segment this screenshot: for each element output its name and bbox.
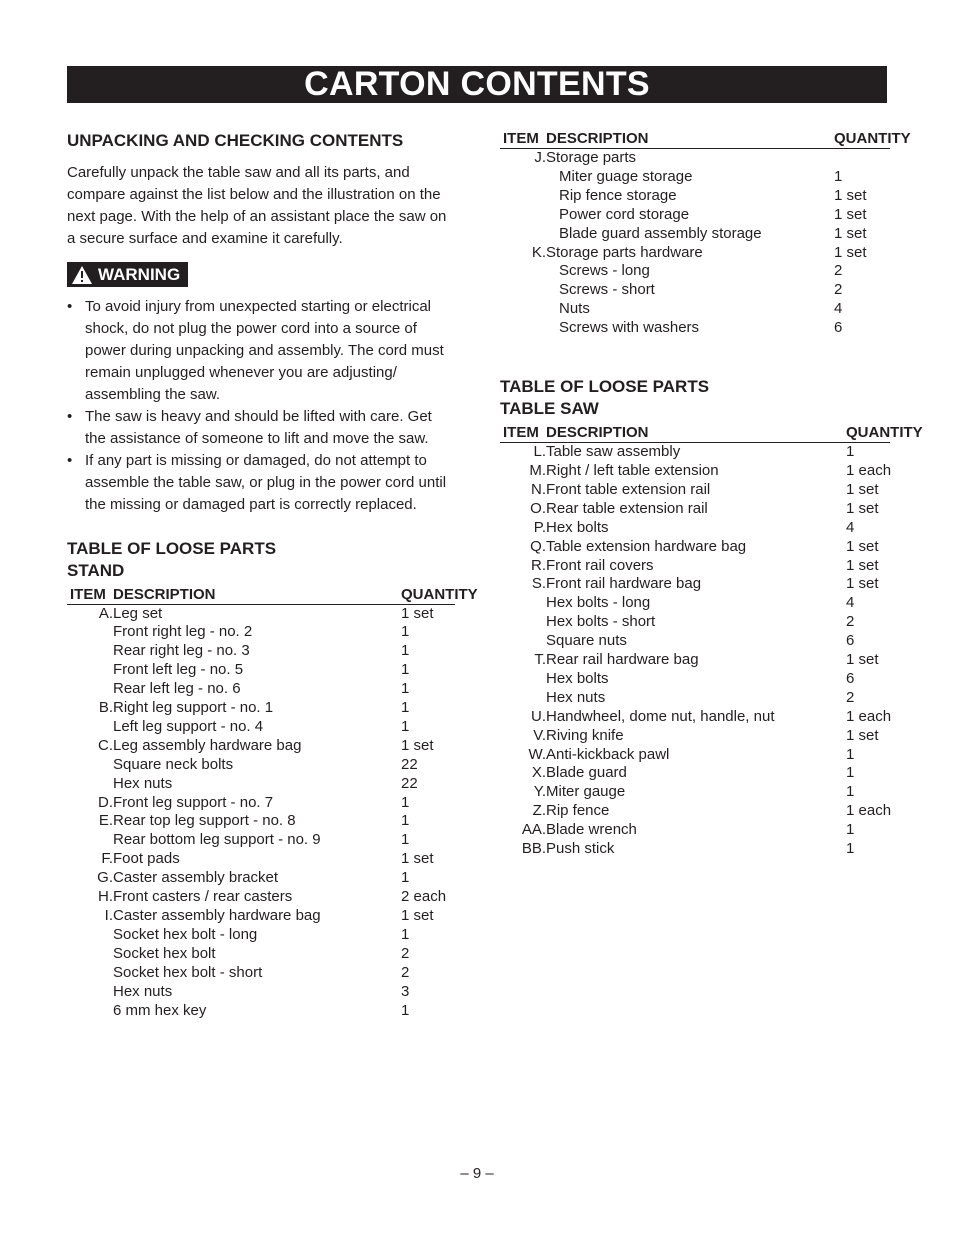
item-quantity: 2	[846, 613, 855, 631]
table-row	[67, 794, 455, 813]
item-letter	[500, 632, 546, 651]
col-header-quantity: QUANTITY	[834, 130, 911, 147]
item-letter: C.	[98, 736, 113, 754]
item-description: Rear bottom leg support - no. 9	[113, 831, 321, 849]
table-row	[67, 737, 455, 756]
warning-label: WARNING	[98, 265, 181, 284]
item-letter	[67, 1002, 113, 1021]
table-row	[500, 319, 890, 338]
right-column	[500, 130, 923, 859]
item-letter: J.	[534, 149, 546, 166]
item-description: Right leg support - no. 1	[113, 699, 274, 717]
stand-parts-table	[67, 585, 478, 1021]
item-description: Blade guard assembly storage	[559, 224, 762, 242]
table-row	[67, 907, 455, 926]
table-row	[500, 149, 890, 168]
item-letter: Q.	[530, 537, 546, 555]
col-header-item: ITEM	[500, 130, 546, 149]
table-row	[67, 642, 455, 661]
item-quantity: 1	[401, 717, 410, 735]
col-header-description: DESCRIPTION	[113, 586, 401, 605]
storage-parts-table	[500, 130, 911, 338]
table-row	[67, 1002, 455, 1021]
table-row	[67, 661, 455, 680]
item-description: Leg assembly hardware bag	[113, 736, 302, 754]
item-quantity: 1 each	[846, 707, 892, 725]
item-quantity: 1 set	[846, 537, 879, 555]
item-description: Hex bolts	[546, 518, 609, 536]
item-description: Screws - short	[559, 281, 655, 299]
item-quantity: 3	[401, 982, 410, 1000]
item-description: Hex nuts	[113, 982, 173, 1000]
item-letter	[500, 187, 546, 206]
item-letter	[500, 319, 546, 338]
table-row	[67, 812, 455, 831]
table-row	[67, 775, 455, 794]
item-description: Socket hex bolt	[113, 944, 216, 962]
table-row	[500, 538, 890, 557]
table-row	[500, 462, 890, 481]
item-description: Front left leg - no. 5	[113, 661, 244, 679]
item-quantity: 1 set	[401, 850, 434, 868]
item-description: Handwheel, dome nut, handle, nut	[546, 707, 775, 725]
item-description: Miter gauge	[546, 783, 626, 801]
warning-bullet: • If any part is missing or damaged, do not attempt to assemble the table saw, or plug in the power cord until the missing or damaged part is correctly replaced.	[67, 451, 447, 513]
warning-bullet: • The saw is heavy and should be lifted with care. Get the assistance of someone to lift and move the saw.	[67, 407, 432, 447]
item-description: Hex nuts	[113, 774, 173, 792]
item-quantity: 1 each	[846, 461, 892, 479]
table-row	[500, 168, 890, 187]
table-row	[500, 443, 890, 462]
item-quantity: 1	[846, 443, 855, 461]
warning-bullet: • To avoid injury from unexpected starting or electrical shock, do not plug the power cord into a source of power during unpacking and assembly. The cord must remain unplugged whenever you are adjusting/ assembling the saw.	[67, 297, 444, 403]
item-letter: Y.	[533, 783, 546, 801]
item-letter: O.	[530, 499, 546, 517]
col-header-quantity: QUANTITY	[401, 585, 478, 603]
item-letter	[500, 168, 546, 187]
table-row	[67, 926, 455, 945]
item-letter: Z.	[532, 802, 546, 820]
table-row	[500, 481, 890, 500]
item-quantity: 1 set	[846, 480, 879, 498]
item-letter: AA.	[521, 821, 546, 839]
item-quantity: 2	[401, 963, 410, 981]
item-letter: G.	[97, 869, 113, 887]
table-row	[500, 225, 890, 244]
item-description: Nuts	[559, 300, 590, 318]
item-description: Hex bolts - long	[546, 594, 651, 612]
col-header-description: DESCRIPTION	[546, 130, 834, 149]
item-description: Caster assembly hardware bag	[113, 907, 321, 924]
table-row	[500, 500, 890, 519]
item-description: Front rail covers	[546, 556, 654, 574]
item-letter: P.	[533, 518, 546, 536]
item-description: Square nuts	[546, 632, 627, 650]
table-row	[500, 187, 890, 206]
item-quantity: 22	[401, 774, 418, 792]
item-letter	[67, 831, 113, 850]
item-quantity	[834, 149, 890, 168]
item-description: Rear rail hardware bag	[546, 651, 699, 669]
item-quantity: 1	[401, 699, 410, 717]
table-row	[500, 802, 890, 821]
item-description: 6 mm hex key	[113, 1001, 207, 1019]
item-description: Hex bolts - short	[546, 613, 656, 631]
unpacking-intro: Carefully unpack the table saw and all its parts, and compare against the list below and the illustration on the next page. With the help of an assistant place the saw on a secure surface and examine it carefully.	[67, 164, 447, 247]
item-quantity: 1 set	[401, 907, 434, 924]
item-quantity: 1	[401, 793, 410, 811]
item-letter: W.	[528, 745, 546, 763]
item-letter	[67, 642, 113, 661]
item-letter: T.	[534, 651, 546, 669]
item-letter: E.	[98, 812, 113, 830]
table-row	[500, 244, 890, 263]
item-quantity: 1 set	[834, 205, 867, 223]
item-description: Table extension hardware bag	[546, 537, 747, 555]
table-row	[67, 831, 455, 850]
item-quantity: 1	[846, 764, 855, 782]
table-row	[500, 746, 890, 765]
item-quantity: 1 each	[846, 802, 892, 820]
col-header-description: DESCRIPTION	[546, 424, 846, 443]
item-letter	[67, 983, 113, 1002]
item-letter: F.	[101, 850, 113, 868]
table-row	[500, 594, 890, 613]
item-quantity: 1 set	[834, 186, 867, 204]
item-description: Hex bolts	[546, 669, 609, 687]
item-letter	[67, 680, 113, 699]
item-description: Leg set	[113, 604, 163, 622]
table-row	[67, 680, 455, 699]
item-quantity: 4	[846, 518, 855, 536]
item-quantity: 1 set	[846, 726, 879, 744]
table-row	[67, 604, 455, 623]
item-quantity: 6	[846, 632, 855, 650]
table-row	[500, 783, 890, 802]
item-letter: L.	[533, 443, 546, 461]
table-row	[500, 575, 890, 594]
item-letter: V.	[533, 726, 546, 744]
item-letter	[67, 718, 113, 737]
item-letter: H.	[98, 888, 113, 906]
item-description: Table saw assembly	[546, 443, 681, 461]
item-letter	[500, 594, 546, 613]
page-number: – 9 –	[460, 1165, 494, 1182]
table-row	[500, 300, 890, 319]
item-description: Anti-kickback pawl	[546, 745, 670, 763]
table-row	[67, 756, 455, 775]
table-row	[67, 699, 455, 718]
item-quantity: 2	[401, 944, 410, 962]
item-letter: A.	[98, 604, 113, 622]
stand-table-body	[67, 604, 455, 1020]
table-row	[67, 718, 455, 737]
item-description: Blade wrench	[546, 821, 637, 839]
item-letter	[67, 945, 113, 964]
item-description: Front table extension rail	[546, 480, 711, 498]
item-description: Power cord storage	[559, 205, 690, 223]
item-quantity: 1	[846, 783, 855, 801]
item-letter: D.	[98, 793, 113, 811]
table-row	[500, 840, 890, 859]
item-letter	[500, 281, 546, 300]
item-description: Rear left leg - no. 6	[113, 680, 241, 698]
item-quantity: 1	[401, 869, 410, 887]
item-letter	[500, 206, 546, 225]
item-quantity: 1	[401, 623, 410, 641]
item-description: Socket hex bolt - long	[113, 925, 258, 943]
item-quantity: 1	[846, 821, 855, 839]
table-row	[67, 983, 455, 1002]
saw-table-heading: TABLE OF LOOSE PARTS TABLE SAW	[500, 377, 710, 419]
table-row	[67, 945, 455, 964]
item-quantity: 1	[401, 1001, 410, 1019]
item-letter	[500, 689, 546, 708]
item-letter: B.	[98, 699, 113, 717]
storage-table-body	[500, 149, 890, 339]
item-description: Rip fence	[546, 802, 610, 820]
item-quantity: 6	[834, 319, 843, 337]
item-quantity: 1 set	[846, 575, 879, 593]
item-description: Front casters / rear casters	[113, 888, 293, 906]
item-letter	[67, 661, 113, 680]
item-description: Square neck bolts	[113, 755, 234, 773]
item-letter: N.	[531, 480, 546, 498]
table-row	[67, 888, 455, 907]
stand-table-heading: TABLE OF LOOSE PARTS STAND	[67, 538, 277, 580]
item-letter	[500, 613, 546, 632]
item-quantity: 1	[401, 925, 410, 943]
item-description: Caster assembly bracket	[113, 869, 279, 887]
table-row	[500, 206, 890, 225]
item-letter: S.	[531, 575, 546, 593]
saw-parts-table	[500, 424, 923, 859]
item-letter: R.	[531, 556, 546, 574]
item-quantity: 1	[846, 840, 855, 858]
item-quantity: 1 set	[834, 224, 867, 242]
item-description: Blade guard	[546, 764, 627, 782]
col-header-item: ITEM	[67, 586, 113, 605]
item-quantity: 2	[846, 688, 855, 706]
table-row	[500, 632, 890, 651]
item-quantity: 1 set	[846, 499, 879, 517]
item-description: Foot pads	[113, 850, 180, 868]
saw-table-body	[500, 443, 890, 859]
table-row	[500, 821, 890, 840]
item-description: Screws with washers	[559, 319, 700, 337]
item-description: Miter guage storage	[559, 167, 693, 185]
table-row	[67, 964, 455, 983]
item-description: Storage parts	[546, 149, 637, 166]
item-quantity: 6	[846, 669, 855, 687]
item-letter: I.	[104, 907, 113, 924]
item-letter: U.	[531, 707, 546, 725]
item-letter	[500, 670, 546, 689]
item-letter: K.	[531, 243, 546, 261]
table-row	[500, 651, 890, 670]
table-row	[500, 708, 890, 727]
item-quantity: 1	[401, 831, 410, 849]
item-letter	[500, 262, 546, 281]
item-description: Front right leg - no. 2	[113, 623, 253, 641]
item-description: Right / left table extension	[546, 461, 719, 479]
item-description: Rear right leg - no. 3	[113, 642, 250, 660]
col-header-quantity: QUANTITY	[846, 424, 923, 442]
unpacking-heading: UNPACKING AND CHECKING CONTENTS	[67, 131, 404, 150]
item-quantity: 1	[834, 167, 843, 185]
item-quantity: 1 set	[846, 651, 879, 669]
item-letter	[67, 623, 113, 642]
item-quantity: 1	[401, 680, 410, 698]
item-quantity: 1 set	[401, 604, 434, 622]
item-quantity: 4	[834, 300, 843, 318]
item-description: Rear table extension rail	[546, 499, 708, 517]
item-letter	[500, 300, 546, 319]
item-quantity: 1 set	[401, 736, 434, 754]
item-description: Rip fence storage	[559, 186, 677, 204]
item-description: Riving knife	[546, 726, 624, 744]
item-quantity: 1	[401, 661, 410, 679]
table-row	[500, 727, 890, 746]
item-description: Screws - long	[559, 262, 650, 280]
item-letter	[67, 926, 113, 945]
item-quantity: 4	[846, 594, 855, 612]
warning-triangle-icon	[71, 265, 93, 285]
item-description: Push stick	[546, 840, 615, 858]
item-quantity: 1	[846, 745, 855, 763]
item-letter	[500, 225, 546, 244]
item-letter: X.	[531, 764, 546, 782]
table-row	[500, 670, 890, 689]
item-letter: BB.	[521, 840, 546, 858]
table-row	[500, 519, 890, 538]
item-description: Storage parts hardware	[546, 243, 703, 261]
item-description: Hex nuts	[546, 688, 606, 706]
table-row	[500, 613, 890, 632]
item-letter	[67, 756, 113, 775]
left-column	[67, 130, 478, 1020]
table-row	[500, 689, 890, 708]
item-description: Socket hex bolt - short	[113, 963, 263, 981]
table-row	[500, 764, 890, 783]
item-quantity: 1	[401, 812, 410, 830]
item-quantity: 1	[401, 642, 410, 660]
warning-list	[67, 296, 455, 516]
item-description: Rear top leg support - no. 8	[113, 812, 296, 830]
item-description: Front rail hardware bag	[546, 575, 702, 593]
col-header-item: ITEM	[500, 424, 546, 443]
item-quantity: 1 set	[846, 556, 879, 574]
table-row	[500, 262, 890, 281]
table-row	[67, 869, 455, 888]
item-letter: M.	[529, 461, 546, 479]
item-description: Front leg support - no. 7	[113, 793, 274, 811]
warning-badge	[67, 262, 188, 287]
table-row	[67, 623, 455, 642]
item-letter	[67, 775, 113, 794]
page-title: CARTON CONTENTS	[67, 66, 887, 103]
item-quantity: 2 each	[401, 888, 447, 906]
table-row	[500, 557, 890, 576]
table-row	[67, 850, 455, 869]
table-row	[500, 281, 890, 300]
item-quantity: 1 set	[834, 243, 867, 261]
item-letter	[67, 964, 113, 983]
item-description: Left leg support - no. 4	[113, 717, 264, 735]
item-quantity: 2	[834, 262, 843, 280]
item-quantity: 22	[401, 755, 418, 773]
item-quantity: 2	[834, 281, 843, 299]
